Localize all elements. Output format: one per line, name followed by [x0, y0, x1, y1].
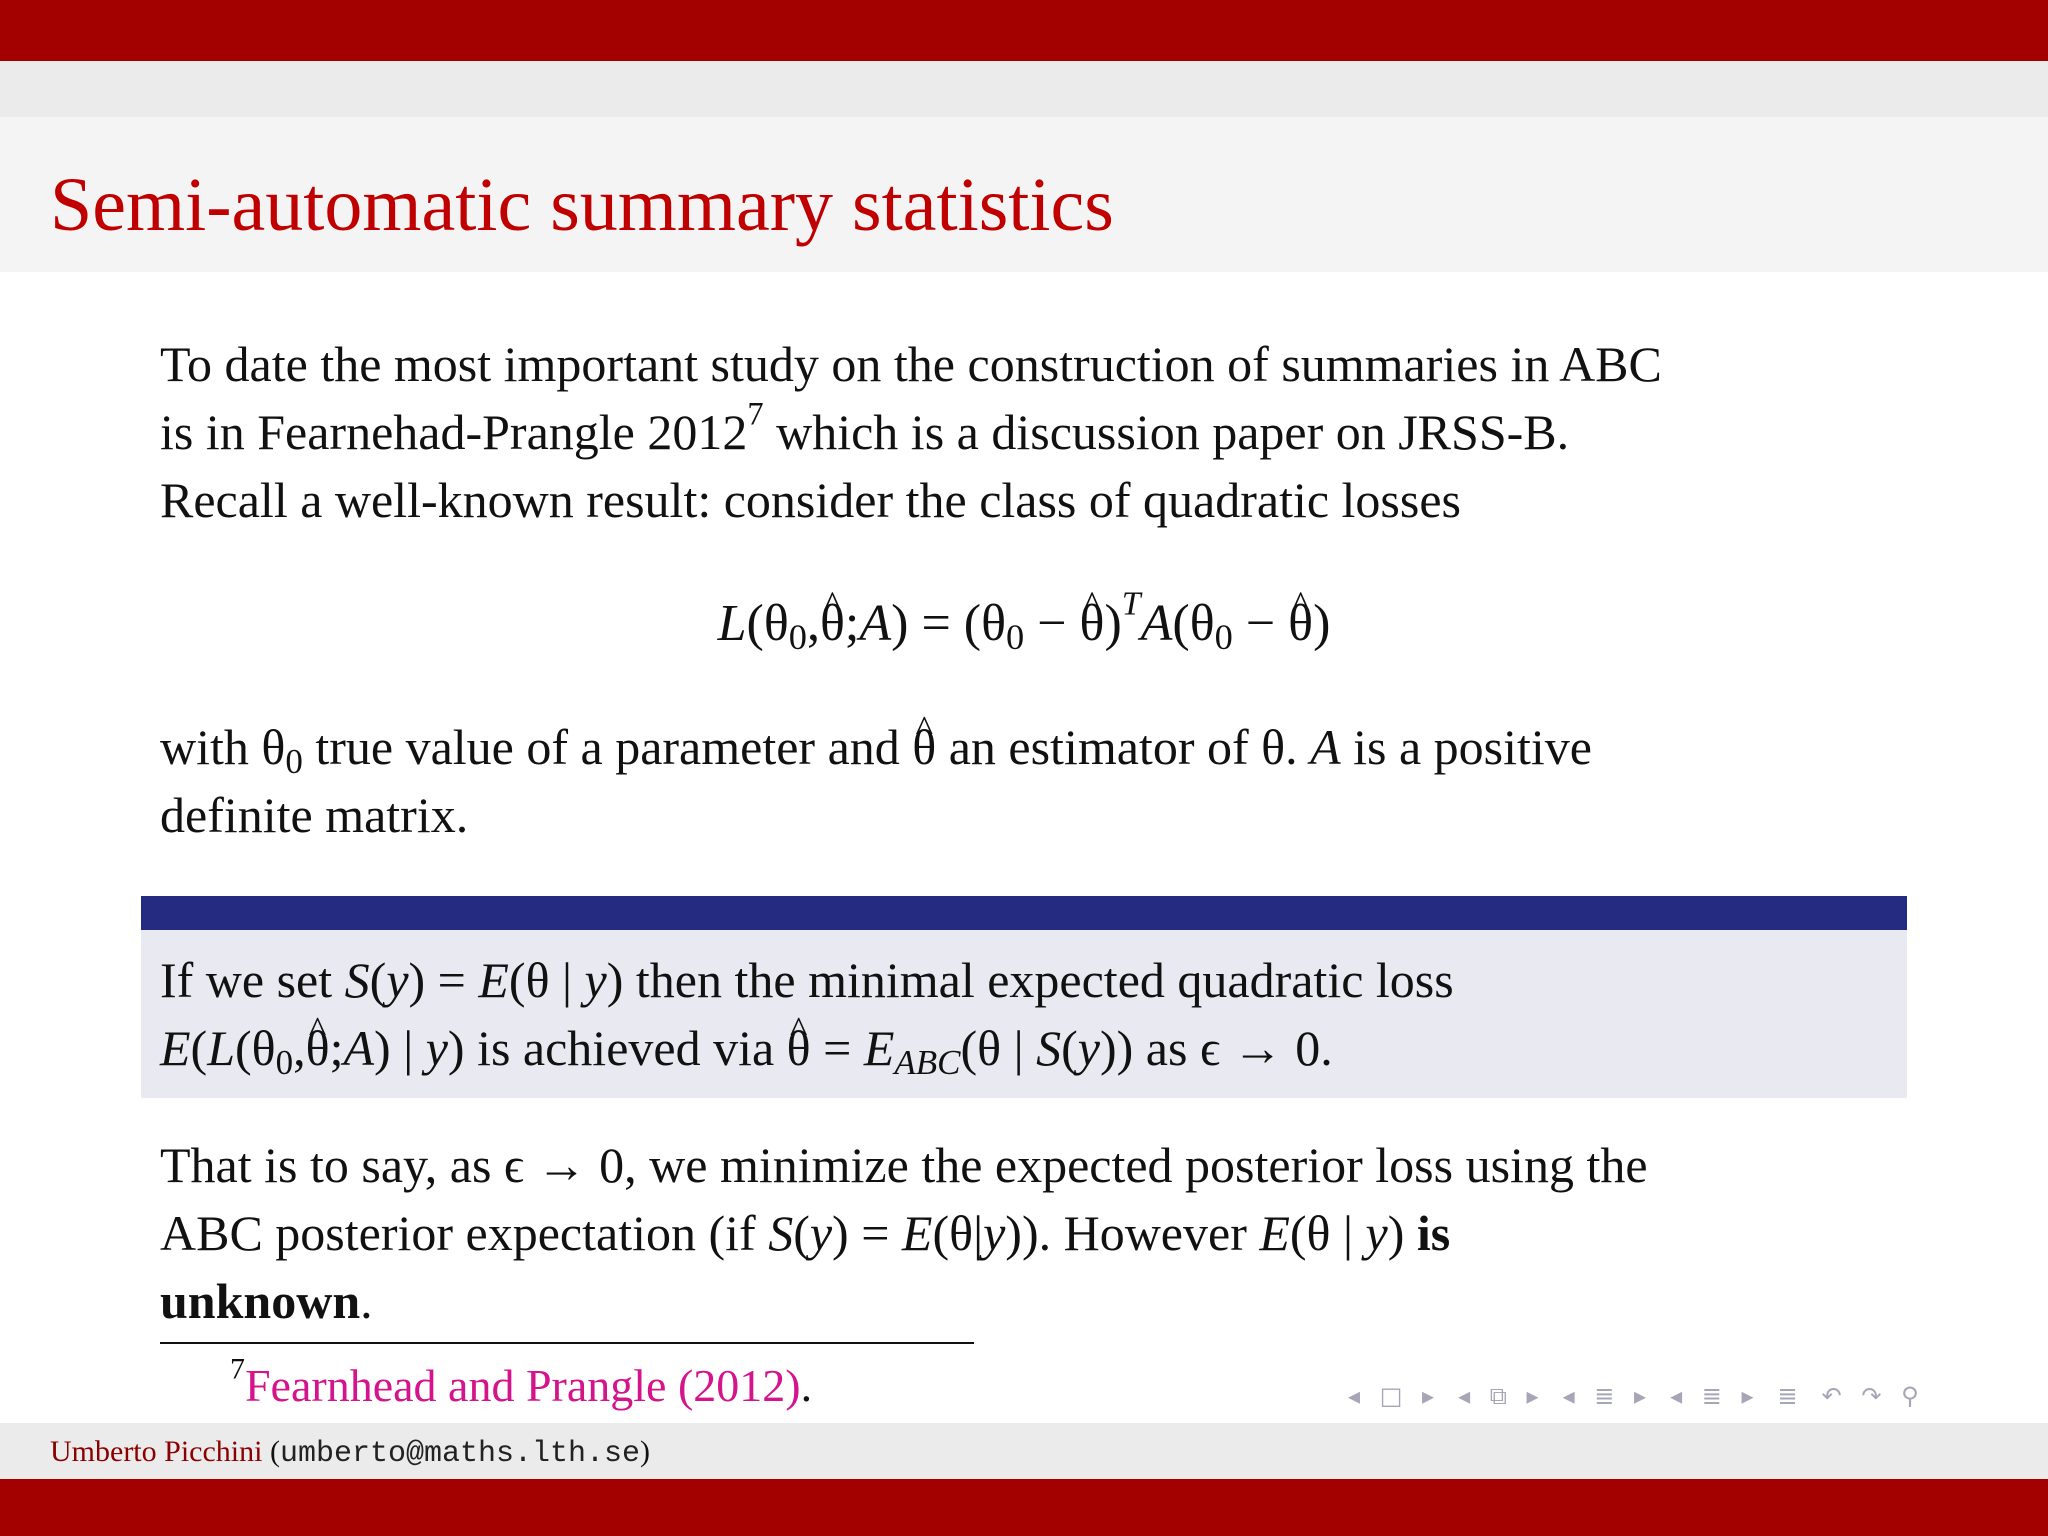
blk-semicolon: ;	[329, 1020, 344, 1076]
def-text: true value of a parameter and	[302, 719, 913, 775]
nav-frame-prev-icon[interactable]: ◂	[1348, 1382, 1361, 1410]
blk-E: E	[160, 1020, 191, 1076]
intro-line-2-tail: which is a discussion paper on JRSS-B.	[763, 404, 1570, 460]
blk-rparen: )	[374, 1020, 391, 1076]
eq-comma: ,	[806, 595, 820, 652]
blk-E: E	[863, 1020, 895, 1076]
eq-rparen: )	[891, 595, 909, 652]
footnote-rule	[160, 1342, 974, 1344]
def-text: with	[160, 719, 262, 775]
nav-subsection-next-icon[interactable]: ▸	[1526, 1382, 1539, 1410]
eq-A: A	[1140, 595, 1173, 652]
eq-sub-zero: 0	[788, 617, 807, 658]
blk-lparen: (	[508, 952, 526, 1008]
def-theta: θ	[261, 719, 286, 775]
def-sub-zero: 0	[285, 741, 303, 781]
conc-text: → 0, we minimize the expected posterior loss using the	[524, 1137, 1648, 1193]
beamer-navigation	[1336, 1376, 1931, 1416]
eq-theta-hat: θ ^	[1288, 590, 1313, 658]
blk-theta: θ	[977, 1020, 1002, 1076]
bottom-frame-bar	[0, 1479, 2048, 1536]
top-frame-bar	[0, 0, 2048, 61]
conc-rparen: )	[1005, 1205, 1022, 1261]
blk-equals: =	[810, 1020, 864, 1076]
blk-theta-hat: θ ^	[306, 1014, 330, 1082]
nav-subsection-prev-icon[interactable]: ◂	[1458, 1382, 1471, 1410]
eq-theta: θ	[981, 595, 1007, 652]
nav-doc-next-icon[interactable]: ▸	[1741, 1382, 1754, 1410]
nav-doc-prev-icon[interactable]: ◂	[1670, 1382, 1683, 1410]
nav-doc-icon[interactable]: ≣	[1701, 1382, 1722, 1410]
blk-rparen: )	[1116, 1020, 1134, 1076]
conc-text: ABC posterior expectation (if	[160, 1205, 769, 1261]
blk-S: S	[344, 952, 370, 1008]
intro-line-2-text: is in Fearnehad-Prangle 2012	[160, 404, 748, 460]
blk-lparen: (	[369, 952, 387, 1008]
blk-lparen: (	[1061, 1020, 1078, 1076]
nav-frame-icon[interactable]: □	[1379, 1382, 1403, 1410]
conc-text: ). However	[1021, 1205, 1260, 1261]
conc-lparen: (	[932, 1205, 950, 1261]
def-theta: θ	[1261, 719, 1286, 775]
intro-line-3: Recall a well-known result: consider the class of quadratic losses	[160, 472, 1462, 528]
blk-text: is achieved via	[464, 1020, 787, 1076]
blk-y: y	[584, 952, 607, 1008]
intro-line-1: To date the most important study on the construction of summaries in ABC	[160, 336, 1662, 392]
block-line-1: If we set S(y) = E(θ | y) then the minimal expected quadratic loss	[160, 952, 1454, 1008]
footnote-period: .	[800, 1360, 813, 1411]
eq-theta-hat: θ ^	[820, 590, 845, 658]
nav-section-group	[1557, 1382, 1652, 1410]
conc-y: y	[983, 1205, 1006, 1261]
blk-rparen: )	[1099, 1020, 1117, 1076]
conc-E: E	[901, 1205, 933, 1261]
conclusion-paragraph	[160, 1131, 1648, 1335]
footer-author: Umberto Picchini	[50, 1435, 263, 1468]
eq-lparen: (	[1172, 595, 1190, 652]
footer-email: umberto@maths.lth.se	[279, 1437, 641, 1471]
eq-transpose: T	[1121, 585, 1141, 623]
conc-theta: θ	[1306, 1205, 1331, 1261]
def-text: .	[1285, 719, 1311, 775]
blk-theta: θ	[251, 1020, 276, 1076]
block-statement	[160, 946, 1454, 1082]
blk-text: If we set	[160, 952, 345, 1008]
conc-text: That is to say, as	[160, 1137, 504, 1193]
intro-line-2	[160, 398, 1662, 466]
conc-rparen: )	[832, 1205, 849, 1261]
blk-abc-sub: ABC	[894, 1042, 961, 1082]
blk-rparen: )	[447, 1020, 465, 1076]
nav-subsection-icon[interactable]: ⧉	[1489, 1382, 1507, 1410]
blk-L: L	[207, 1020, 236, 1076]
nav-frame-group	[1342, 1382, 1440, 1410]
conc-lparen: (	[793, 1205, 810, 1261]
slide-title: Semi-automatic summary statistics	[50, 163, 1114, 247]
def-theta-hat: θ ^	[912, 713, 936, 781]
blk-E: E	[478, 952, 509, 1008]
eq-semicolon: ;	[844, 595, 860, 652]
conc-bold-unknown: unknown	[160, 1273, 361, 1329]
block-line-2: $E(L(\theta_0,\theta$ ^;A) | y) is achieved via θ ^ = $E_{ABC}(\theta$ | S(y)) as ϵ → 0.	[160, 1014, 1454, 1082]
nav-history-group	[1816, 1382, 1925, 1410]
blk-epsilon: ϵ	[1199, 1020, 1221, 1076]
eq-A: A	[859, 595, 892, 652]
blk-y: y	[425, 1020, 448, 1076]
conc-epsilon: ϵ	[503, 1137, 525, 1193]
blk-sub-zero: 0	[275, 1042, 294, 1082]
nav-frame-next-icon[interactable]: ▸	[1422, 1382, 1435, 1410]
nav-subsection-group	[1452, 1382, 1545, 1410]
nav-back-icon[interactable]: ↶	[1821, 1382, 1842, 1410]
eq-minus: −	[1024, 595, 1080, 652]
def-A: A	[1310, 719, 1341, 775]
nav-forward-icon[interactable]: ↷	[1861, 1382, 1882, 1410]
blk-equals: =	[425, 952, 479, 1008]
blk-rparen: )	[606, 952, 624, 1008]
conc-E: E	[1259, 1205, 1290, 1261]
blk-lparen: (	[235, 1020, 252, 1076]
blk-A: A	[343, 1020, 375, 1076]
blk-theta-hat: θ ^	[787, 1014, 811, 1082]
conc-y: y	[809, 1205, 833, 1261]
definition-line-1	[160, 713, 1592, 781]
nav-doc-group	[1664, 1382, 1759, 1410]
blk-lparen: (	[190, 1020, 208, 1076]
nav-section-prev-icon[interactable]: ◂	[1562, 1382, 1575, 1410]
citation-link[interactable]: Fearnhead and Prangle (2012)	[244, 1360, 801, 1411]
conc-theta: θ	[949, 1205, 974, 1261]
eq-lparen: (	[963, 595, 982, 652]
blk-lparen: (	[960, 1020, 978, 1076]
conc-rparen: )	[1387, 1205, 1405, 1261]
blk-rparen: )	[408, 952, 426, 1008]
definition-paragraph	[160, 713, 1592, 849]
nav-search-icon[interactable]: ⚲	[1901, 1382, 1919, 1410]
blk-y: y	[386, 952, 409, 1008]
quadratic-loss-equation	[0, 585, 2048, 658]
conc-equals: =	[848, 1205, 902, 1261]
eq-minus: −	[1232, 595, 1289, 652]
eq-equals: =	[908, 595, 964, 652]
eq-rparen: )	[1104, 595, 1122, 652]
eq-theta: θ	[763, 595, 789, 652]
nav-section-next-icon[interactable]: ▸	[1634, 1382, 1647, 1410]
eq-rparen: )	[1313, 595, 1331, 652]
eq-lparen: (	[746, 595, 764, 652]
conc-lparen: (	[1289, 1205, 1307, 1261]
eq-theta: θ	[1189, 595, 1215, 652]
block-header	[141, 896, 1907, 930]
conclusion-line-3	[160, 1267, 1648, 1335]
definition-line-2: definite matrix.	[160, 787, 469, 843]
nav-toc-icon[interactable]: ≣	[1777, 1382, 1798, 1410]
blk-text: → 0.	[1220, 1020, 1333, 1076]
conclusion-line-2: ABC posterior expectation (if S(y) = E(θ|y)). However E(θ | y) is	[160, 1205, 1451, 1261]
blk-y: y	[1077, 1020, 1100, 1076]
blk-text: as	[1133, 1020, 1200, 1076]
eq-sub-zero: 0	[1214, 617, 1233, 658]
footnote-number: 7	[230, 1352, 245, 1386]
blk-text: then the minimal expected quadratic loss	[623, 952, 1454, 1008]
footnote-mark[interactable]: 7	[747, 396, 764, 433]
footer-author-line: Umberto Picchini (umberto@maths.lth.se)	[50, 1435, 651, 1471]
conc-S: S	[768, 1205, 794, 1261]
def-text: an estimator of	[936, 719, 1262, 775]
nav-toc-group	[1772, 1382, 1804, 1410]
conc-y: y	[1365, 1205, 1388, 1261]
eq-theta-hat: θ ^	[1080, 590, 1105, 658]
conclusion-line-1	[160, 1131, 1648, 1199]
blk-comma: ,	[293, 1020, 306, 1076]
footnote	[230, 1352, 813, 1416]
blk-S: S	[1036, 1020, 1062, 1076]
nav-section-icon[interactable]: ≣	[1594, 1382, 1615, 1410]
conc-bold-is: is	[1404, 1205, 1451, 1261]
def-text: is a positive	[1340, 719, 1592, 775]
headline-bar	[0, 61, 2048, 117]
eq-sub-zero: 0	[1006, 617, 1025, 658]
conc-text: .	[360, 1273, 373, 1329]
blk-theta: θ	[525, 952, 550, 1008]
eq-L: L	[717, 595, 747, 652]
intro-paragraph	[160, 330, 1662, 534]
